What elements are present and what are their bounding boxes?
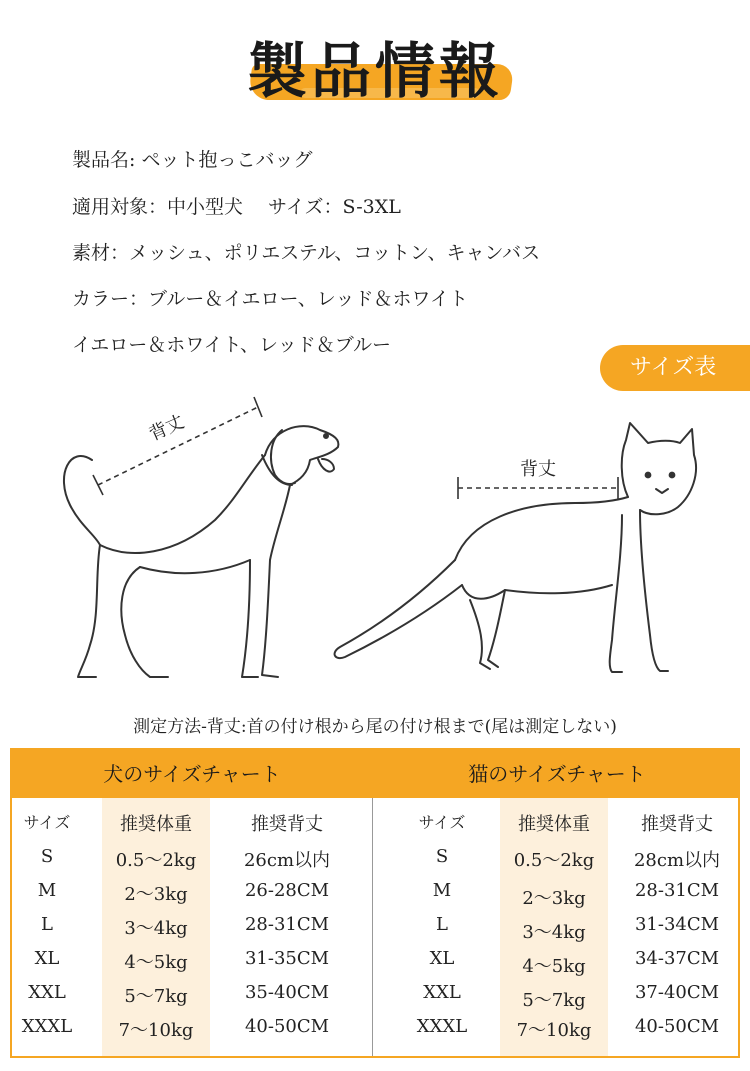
cat-row-size: L <box>436 914 448 935</box>
cat-row-size: XL <box>429 948 455 969</box>
size-chart-table <box>10 748 740 1058</box>
dog-row-back-length: 26cm以内 <box>243 850 331 871</box>
material: 素材：メッシュ、ポリエステル、コットン、キャンバス <box>72 242 541 264</box>
dog-row-size: L <box>41 914 53 935</box>
cat-row-back-length: 28-31CM <box>634 880 720 901</box>
cat-row-weight: 4～5kg <box>522 956 586 977</box>
dog-row-size: XXXL <box>21 1016 73 1037</box>
dog-illustration <box>64 426 338 677</box>
dog-row-weight: 2～3kg <box>124 884 188 905</box>
dog-row-weight: 7～10kg <box>118 1020 194 1041</box>
cat-chart-title: 猫のサイズチャート <box>468 762 646 786</box>
colors-continued: イエロー＆ホワイト、レッド＆ブルー <box>72 334 392 356</box>
dog-cat-illustration <box>0 385 750 705</box>
dog-row-size: S <box>40 846 54 867</box>
dog-chart-title: 犬のサイズチャート <box>103 762 281 786</box>
cat-header-size: サイズ <box>418 813 466 832</box>
cat-row-back-length: 40-50CM <box>634 1016 720 1037</box>
dog-row-size: XL <box>34 948 60 969</box>
cat-row-weight: 5～7kg <box>522 990 586 1011</box>
page-title: 製品情報 <box>247 37 503 107</box>
cat-row-back-length: 37-40CM <box>634 982 720 1003</box>
dog-row-size: M <box>37 880 57 901</box>
dog-row-weight: 4～5kg <box>124 952 188 973</box>
size-chart-tag: サイズ表 <box>600 345 750 391</box>
dog-row-weight: 0.5～2kg <box>115 850 197 871</box>
cat-row-weight: 7～10kg <box>516 1020 592 1041</box>
cat-row-size: M <box>432 880 452 901</box>
dog-header-size: サイズ <box>23 813 71 832</box>
cat-header-weight: 推奨体重 <box>518 814 590 835</box>
cat-row-weight: 3～4kg <box>522 922 586 943</box>
cat-measure-line <box>458 477 618 499</box>
cat-row-weight: 2～3kg <box>522 888 586 909</box>
dog-back-length-label: 背丈 <box>145 411 188 446</box>
dog-header-back-length: 推奨背丈 <box>251 814 323 835</box>
measurement-method-note: 測定方法-背丈:首の付け根から尾の付け根まで(尾は測定しない) <box>133 717 617 737</box>
dog-row-weight: 5～7kg <box>124 986 188 1007</box>
cat-row-size: XXXL <box>416 1016 468 1037</box>
chart-divider <box>372 798 373 1056</box>
title-area <box>0 18 750 108</box>
dog-row-size: XXL <box>28 982 66 1003</box>
cat-row-size: S <box>435 846 449 867</box>
colors: カラー：ブルー＆イエロー、レッド＆ホワイト <box>72 288 468 310</box>
dog-row-back-length: 31-35CM <box>244 948 330 969</box>
cat-row-size: XXL <box>423 982 461 1003</box>
size-chart-header <box>12 750 738 798</box>
dog-row-weight: 3～4kg <box>124 918 188 939</box>
dog-row-back-length: 26-28CM <box>244 880 330 901</box>
cat-row-weight: 0.5～2kg <box>513 850 595 871</box>
target-and-size: 適用対象：中小型犬 サイズ：S-3XL <box>72 196 401 218</box>
cat-row-back-length: 28cm以内 <box>633 850 721 871</box>
product-name: 製品名: ペット抱っこバッグ <box>72 149 313 171</box>
cat-header-back-length: 推奨背丈 <box>641 814 713 835</box>
cat-back-length-label: 背丈 <box>520 459 556 480</box>
dog-row-back-length: 35-40CM <box>244 982 330 1003</box>
dog-row-back-length: 28-31CM <box>244 914 330 935</box>
cat-row-back-length: 31-34CM <box>634 914 720 935</box>
cat-illustration <box>335 423 696 672</box>
cat-row-back-length: 34-37CM <box>634 948 720 969</box>
dog-row-back-length: 40-50CM <box>244 1016 330 1037</box>
dog-header-weight: 推奨体重 <box>120 814 192 835</box>
